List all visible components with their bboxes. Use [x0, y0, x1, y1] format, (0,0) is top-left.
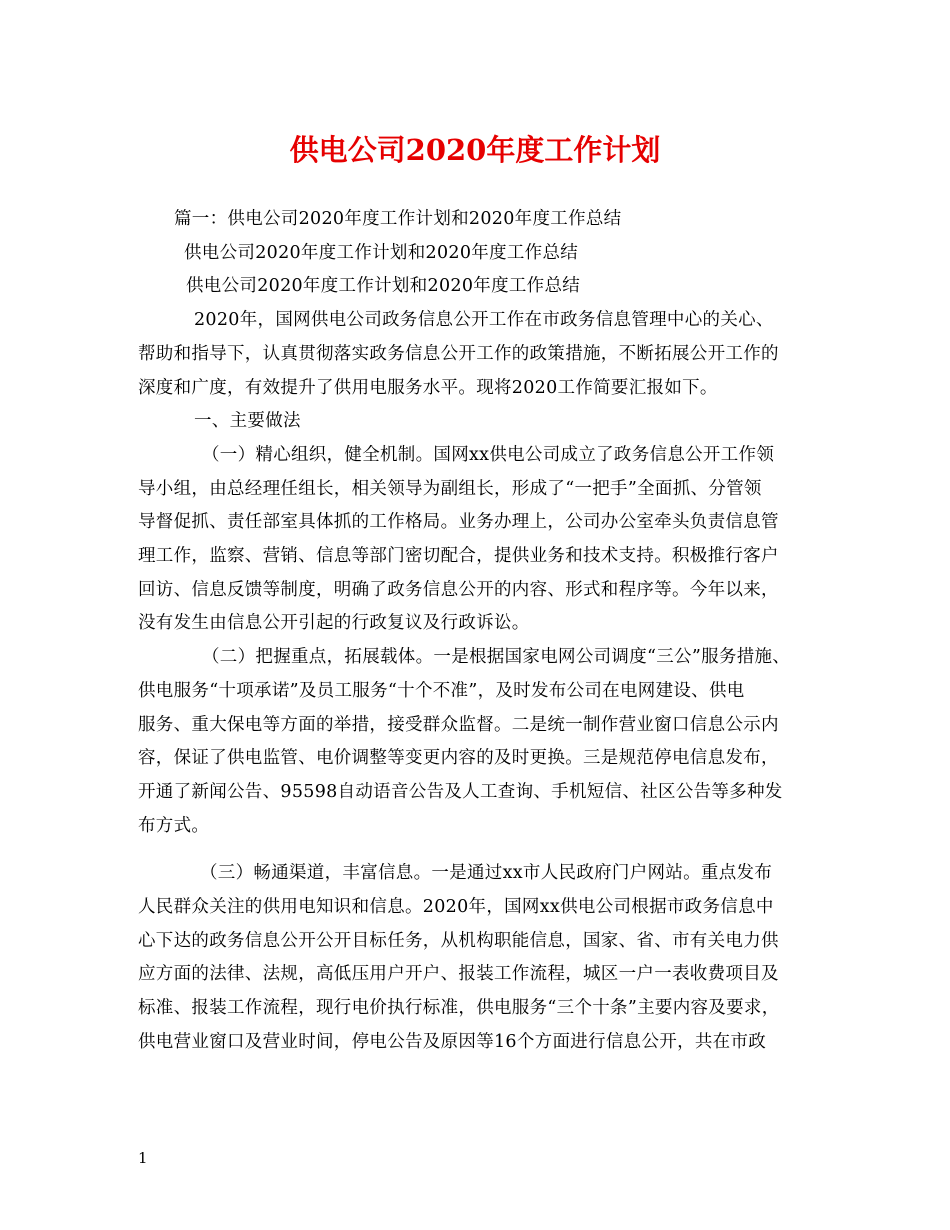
paragraph-line: （二）把握重点，拓展载体。一是根据国家电网公司调度“三公”服务措施、 — [202, 647, 791, 668]
paragraph-line: 没有发生由信息公开引起的行政复议及行政诉讼。 — [138, 613, 530, 634]
paragraph-line: 导小组，由总经理任组长，相关领导为副组长，形成了“一把手”全面抓、分管领 — [138, 478, 762, 499]
paragraph-line: 容，保证了供电监管、电价调整等变更内容的及时更换。三是规范停电信息发布， — [138, 748, 779, 769]
document-title: 供电公司2020年度工作计划 — [289, 133, 661, 167]
text-line: 供电公司2020年度工作计划和2020年度工作总结 — [186, 276, 581, 297]
paragraph-line: 服务、重大保电等方面的举措，接受群众监督。二是统一制作营业窗口信息公示内 — [138, 714, 779, 735]
subheading: 一、主要做法 — [194, 411, 301, 432]
page-number: 1 — [138, 1149, 148, 1167]
paragraph-line: 心下达的政务信息公开公开目标任务，从机构职能信息，国家、省、市有关电力供 — [138, 930, 779, 951]
document-body — [138, 203, 828, 1060]
paragraph-line: 人民群众关注的供用电知识和信息。2020年，国网xx供电公司根据市政务信息中 — [138, 897, 774, 918]
paragraph-line: 应方面的法律、法规，高低压用户开户、报装工作流程，城区一户一表收费项目及 — [138, 964, 779, 985]
paragraph-line: （三）畅通渠道，丰富信息。一是通过xx市人民政府门户网站。重点发布 — [200, 863, 773, 884]
paragraph-line: 开通了新闻公告、95598自动语音公告及人工查询、手机短信、社区公告等多种发 — [138, 781, 783, 802]
section-heading: 篇一：供电公司2020年度工作计划和2020年度工作总结 — [174, 209, 622, 229]
paragraph-line: 标准、报装工作流程，现行电价执行标准，供电服务“三个十条”主要内容及要求， — [138, 998, 780, 1019]
paragraph-line: （一）精心组织，健全机制。国网xx供电公司成立了政务信息公开工作领 — [202, 444, 775, 465]
paragraph-line: 回访、信息反馈等制度，明确了政务信息公开的内容、形式和程序等。今年以来， — [138, 579, 779, 600]
paragraph-gap — [138, 843, 828, 857]
paragraph-line: 2020年，国网供电公司政务信息公开工作在市政务信息管理中心的关心、 — [194, 310, 774, 331]
paragraph-line: 布方式。 — [138, 815, 210, 836]
text-line: 供电公司2020年度工作计划和2020年度工作总结 — [184, 242, 579, 263]
paragraph-line: 帮助和指导下，认真贯彻落实政务信息公开工作的政策措施，不断拓展公开工作的 — [138, 343, 779, 364]
paragraph-line: 供电服务“十项承诺”及员工服务“十个不准”，及时发布公司在电网建设、供电 — [138, 680, 745, 701]
paragraph-line: 深度和广度，有效提升了供用电服务水平。现将2020工作简要汇报如下。 — [138, 377, 718, 398]
paragraph-line: 理工作，监察、营销、信息等部门密切配合，提供业务和技术支持。积极推行客户 — [138, 546, 779, 567]
paragraph-line: 导督促抓、责任部室具体抓的工作格局。业务办理上，公司办公室牵头负责信息管 — [138, 512, 779, 533]
paragraph-line: 供电营业窗口及营业时间，停电公告及原因等16个方面进行信息公开，共在市政 — [138, 1031, 767, 1052]
